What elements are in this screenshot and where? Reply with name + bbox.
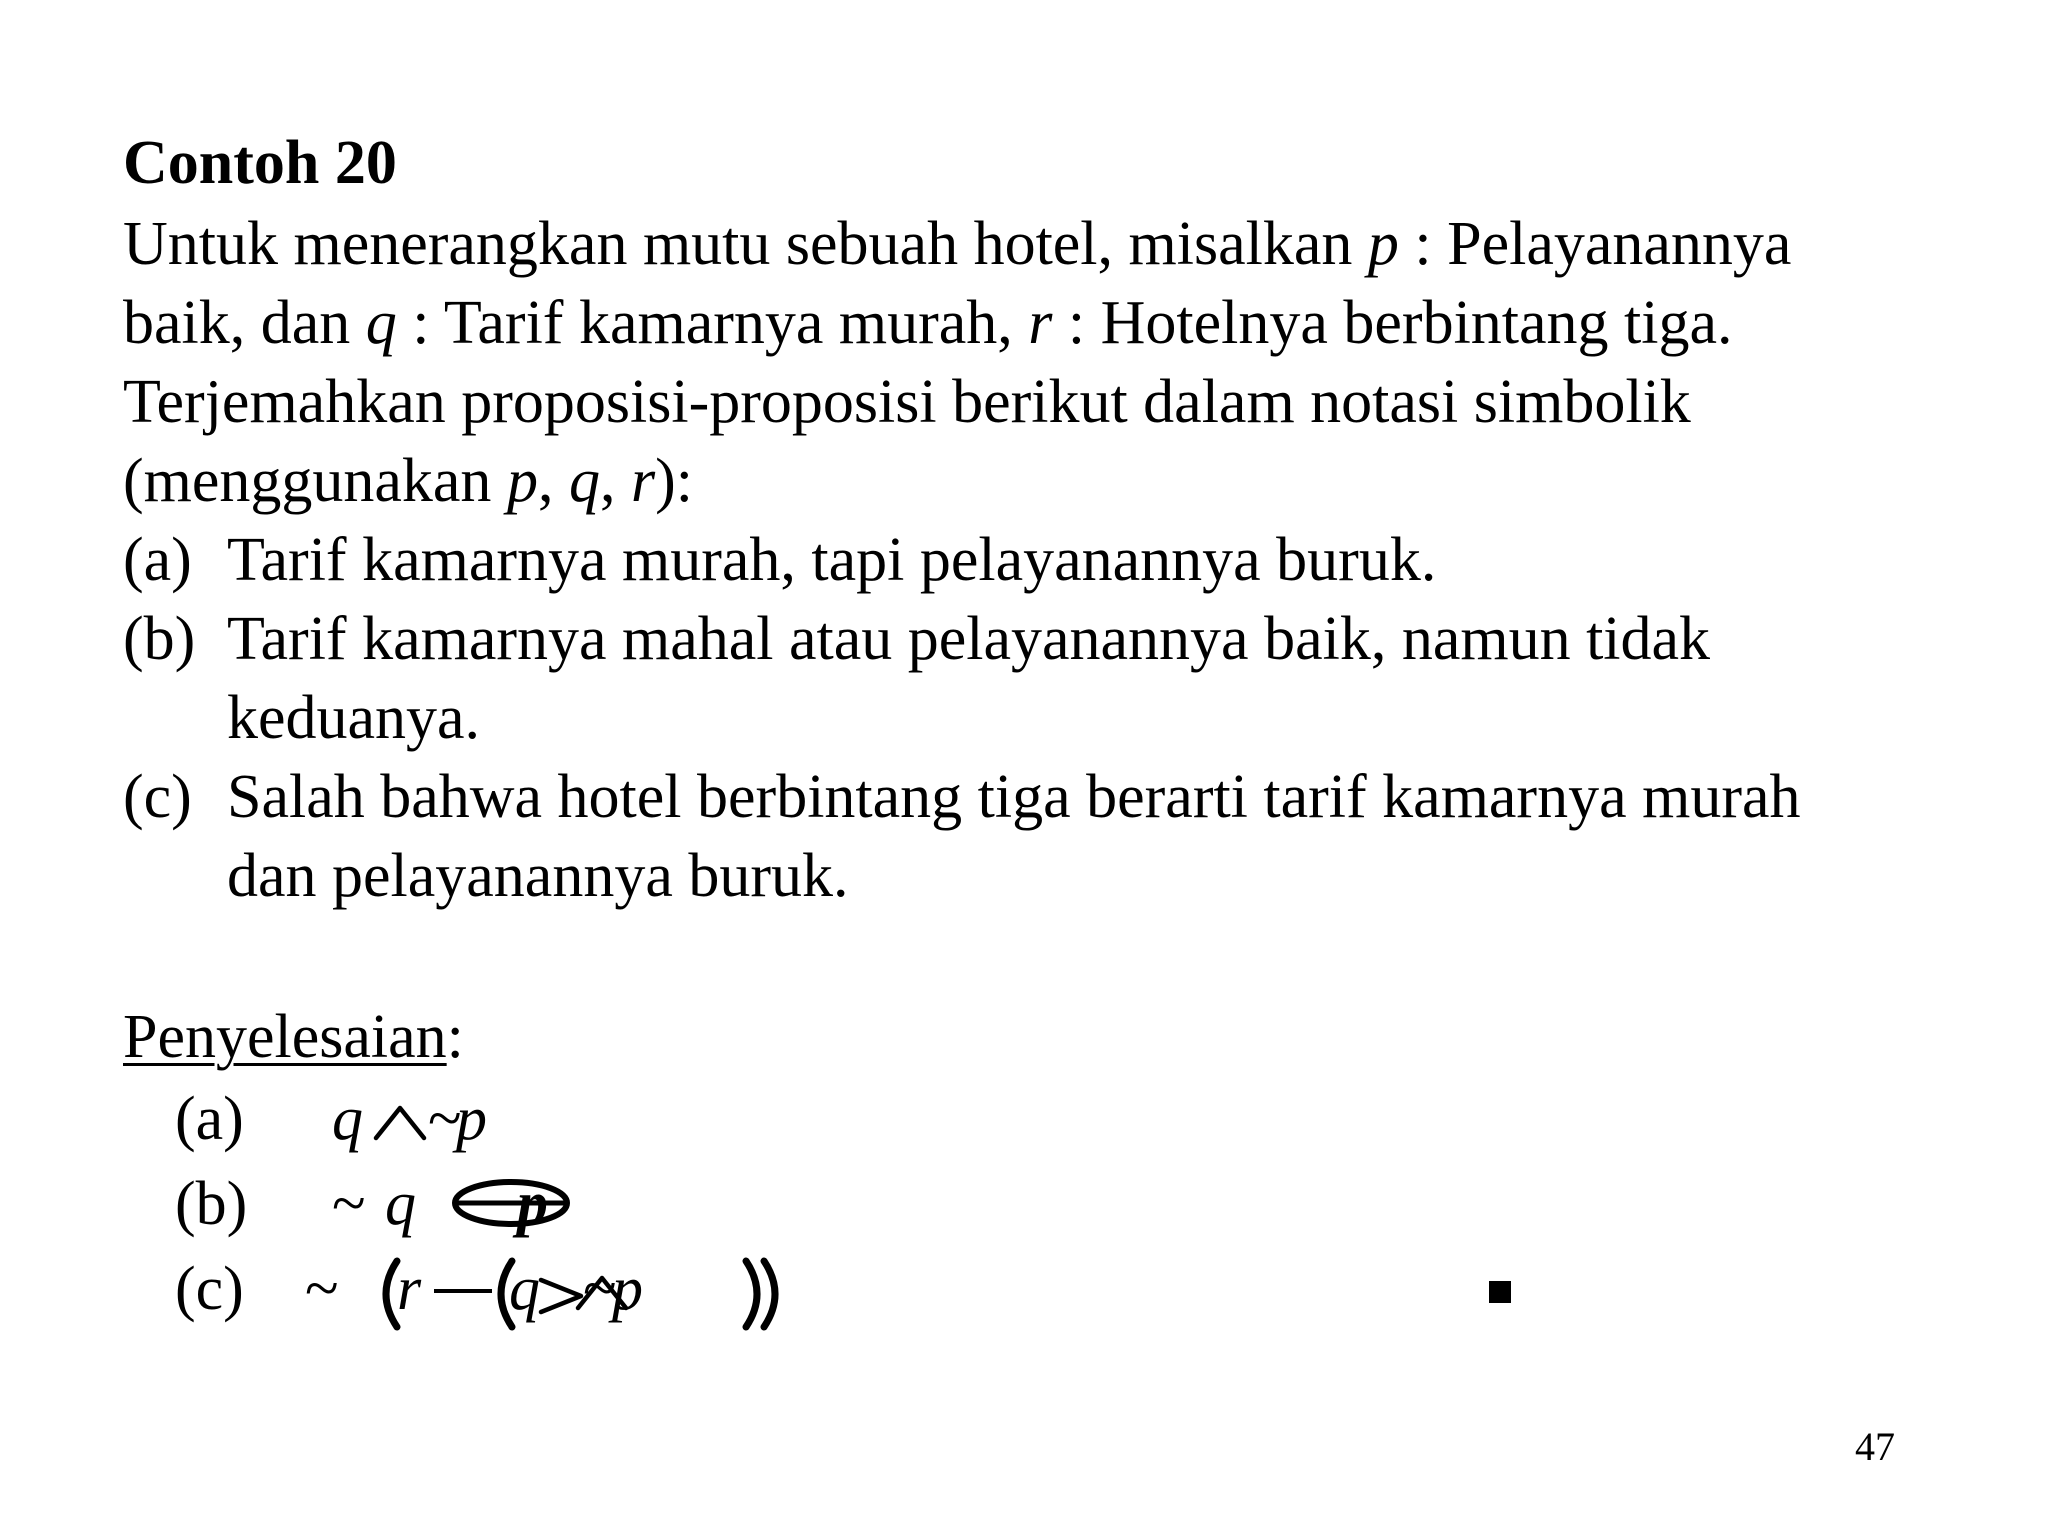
item-text: Salah bahwa hotel berbintang tiga berarti tarif kamarnya murah xyxy=(227,763,1801,831)
answer-label: (c) xyxy=(175,1255,244,1323)
end-of-proof-icon xyxy=(1489,1281,1511,1303)
statement-line-1: Untuk menerangkan mutu sebuah hotel, misalkan p : Pelayanannya xyxy=(123,210,1792,278)
not-symbol: ~ xyxy=(583,1255,617,1323)
var-q: q xyxy=(385,1170,416,1238)
statement-line-3: Terjemahkan proposisi-proposisi berikut dalam notasi simbolik xyxy=(123,368,1691,436)
item-label: (c) xyxy=(123,763,192,831)
statement-line-2: baik, dan q : Tarif kamarnya murah, r : Hotelnya berbintang tiga. xyxy=(123,289,1733,357)
answer-label: (a) xyxy=(175,1085,244,1153)
not-symbol: ~ xyxy=(332,1170,366,1238)
answer-label: (b) xyxy=(175,1170,248,1238)
and-icon xyxy=(373,1102,427,1142)
right-paren-icon xyxy=(740,1257,792,1331)
not-symbol: ~ xyxy=(305,1255,339,1323)
solution-heading: Penyelesaian: xyxy=(123,1003,464,1071)
statement-line-4: (menggunakan p, q, r): xyxy=(123,447,693,515)
var-p: p xyxy=(517,1170,548,1238)
not-symbol: ~ xyxy=(428,1085,462,1153)
page-number: 47 xyxy=(1855,1424,1895,1469)
var-r: r xyxy=(397,1255,422,1323)
item-label: (a) xyxy=(123,526,192,594)
var-q: q xyxy=(332,1085,363,1153)
slide-title: Contoh 20 xyxy=(123,129,397,197)
item-text: Tarif kamarnya murah, tapi pelayanannya buruk. xyxy=(227,526,1437,594)
var-p: p xyxy=(612,1255,643,1323)
item-label: (b) xyxy=(123,605,196,673)
implies-icon xyxy=(432,1285,494,1297)
item-text: dan pelayanannya buruk. xyxy=(227,842,849,910)
var-q: q xyxy=(509,1255,540,1323)
var-p: p xyxy=(456,1085,487,1153)
item-text: Tarif kamarnya mahal atau pelayanannya baik, namun tidak xyxy=(227,605,1711,673)
item-text: keduanya. xyxy=(227,684,481,752)
problem-statement xyxy=(123,205,2023,521)
xor-icon xyxy=(449,1177,573,1229)
